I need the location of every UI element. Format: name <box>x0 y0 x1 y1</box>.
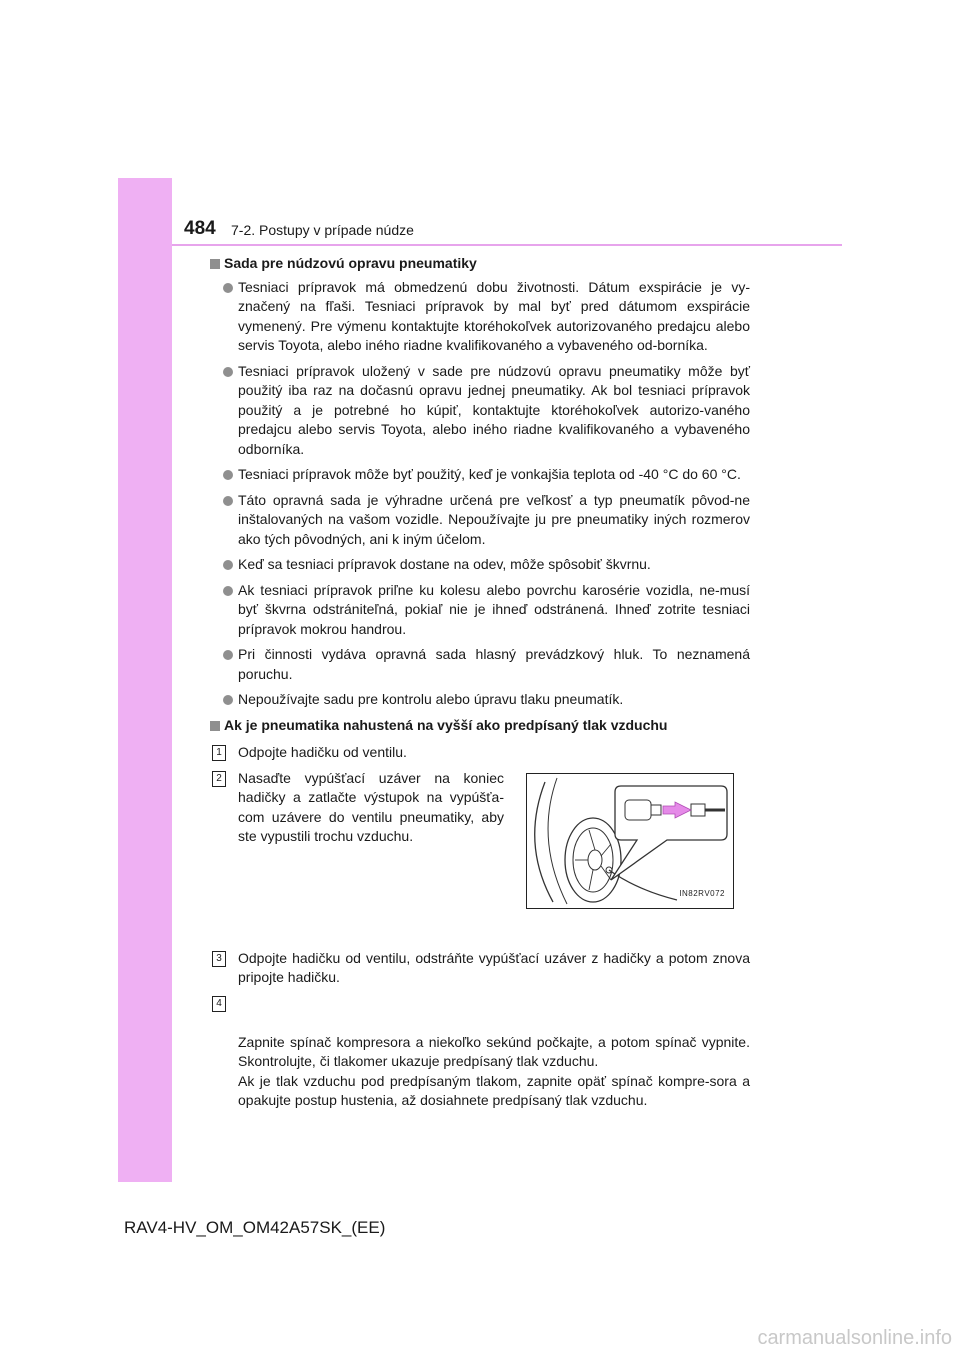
square-bullet-icon <box>210 721 220 731</box>
figure-code: IN82RV072 <box>679 889 725 898</box>
list-item <box>210 645 750 684</box>
list-item <box>210 555 750 575</box>
step-number: 2 <box>212 771 226 787</box>
step-number: 1 <box>212 745 226 761</box>
step-3 <box>210 949 750 988</box>
page-content <box>210 254 750 1117</box>
step-text: Odpojte hadičku od ventilu, odstráňte vypúšťací uzáver z hadičky a potom znova pripojte hadičku. <box>238 949 750 985</box>
step-text: Zapnite spínač kompresora a niekoľko sekúnd počkajte, a potom spínač vypnite. Skontrolujte, či tlakomer ukazuje predpísaný tlak vzduchu. Ak je tlak vzduchu pod predpísaným tlakom, zapnite opäť spínač kompre-sora a opakujte postup hustenia, až dosiahnete predpísaný tlak vzduchu. <box>238 1033 750 1108</box>
list-item <box>210 690 750 710</box>
heading-text: Ak je pneumatika nahustená na vyšší ako predpísaný tlak vzduchu <box>224 716 668 733</box>
list-item-text: Tesniaci prípravok môže byť použitý, keď je vonkajšia teplota od -40 °C do 60 °C. <box>238 466 741 482</box>
list-item-text: Keď sa tesniaci prípravok dostane na odev, môže spôsobiť škvrnu. <box>238 556 651 572</box>
section-heading-over-inflated <box>210 716 750 736</box>
bullet-dot-icon <box>223 367 233 377</box>
step-4 <box>210 994 750 1111</box>
header-rule <box>172 244 842 246</box>
step-text: Odpojte hadičku od ventilu. <box>238 744 407 760</box>
step-2-row <box>210 769 750 943</box>
square-bullet-icon <box>210 259 220 269</box>
list-item-text: Nepoužívajte sadu pre kontrolu alebo úpravu tlaku pneumatík. <box>238 691 624 707</box>
list-item <box>210 362 750 460</box>
side-band <box>118 178 172 1182</box>
tire-valve-illustration <box>526 773 734 909</box>
step-1 <box>210 743 750 763</box>
step-text: Nasaďte vypúšťací uzáver na koniec hadičky a zatlačte výstupok na vypúšťa-com uzávere do ventilu pneumatiky, aby ste vypustili trochu vzduchu. <box>238 769 504 844</box>
page-number: 484 <box>184 218 216 239</box>
step-2 <box>210 769 504 847</box>
bullet-dot-icon <box>223 650 233 660</box>
list-item-text: Tesniaci prípravok má obmedzenú dobu životnosti. Dátum exspirácie je vy-značený na fľaši. Tesniaci prípravok by mal byť pred dátumom exspirácie vymenený. Pre výmenu kontaktujte ktoréhokoľvek autorizovaného predajcu alebo servis Toyota, alebo iného riadne kvalifikovaného a vybaveného od-borníka. <box>238 278 750 353</box>
list-item-text: Ak tesniaci prípravok priľne ku kolesu alebo povrchu karosérie vozidla, ne-musí byť škvrna odstrániteľná, pokiaľ nie je ihneď odstránená. Ihneď zotrite tesniaci prípravok mokrou handrou. <box>238 581 750 637</box>
heading-text: Sada pre núdzovú opravu pneumatiky <box>224 255 477 271</box>
step-number: 4 <box>212 996 226 1012</box>
section-heading-repair-kit <box>210 254 750 274</box>
list-item <box>210 465 750 485</box>
document-code: RAV4-HV_OM_OM42A57SK_(EE) <box>124 1218 386 1237</box>
list-item <box>210 581 750 640</box>
bullet-dot-icon <box>223 586 233 596</box>
bullet-dot-icon <box>223 470 233 480</box>
step-number: 3 <box>212 951 226 967</box>
list-item-text: Tesniaci prípravok uložený v sade pre núdzovú opravu pneumatiky môže byť použitý iba raz na dočasnú opravu jednej pneumatiky. Ak bol tesniaci prípravok použitý a je potrebné ho kúpiť, kontaktujte ktoréhokoľvek autorizo-vaného predajcu alebo servis Toyota, alebo iného riadne kvalifikovaného a vybaveného odborníka. <box>238 362 750 457</box>
section-title: 7-2. Postupy v prípade núdze <box>231 222 414 238</box>
bullet-dot-icon <box>223 496 233 506</box>
bullet-dot-icon <box>223 560 233 570</box>
list-item <box>210 491 750 550</box>
bullet-dot-icon <box>223 695 233 705</box>
bullet-dot-icon <box>223 283 233 293</box>
list-item-text: Táto opravná sada je výhradne určená pre veľkosť a typ pneumatík pôvod-ne inštalovaných na vašom vozidle. Nepoužívajte ju pre pneumatiky iných rozmerov ako tých pôvodných, ani k iným účelom. <box>238 491 750 547</box>
list-item <box>210 278 750 356</box>
watermark[interactable]: carmanualsonline.info <box>757 1327 952 1349</box>
list-item-text: Pri činnosti vydáva opravná sada hlasný prevádzkový hluk. To neznamená poruchu. <box>238 646 750 682</box>
